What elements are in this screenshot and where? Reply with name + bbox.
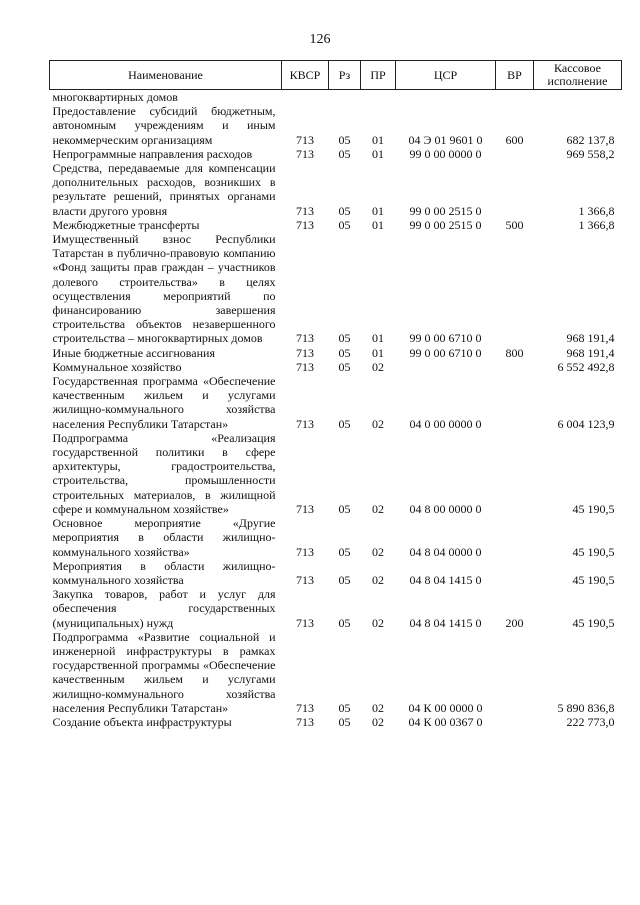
cell-kvsr: 713	[296, 345, 314, 360]
cell-pr: 02	[372, 501, 384, 516]
cell-name: Подпрограмма «Реализация государственной политики в сфере архитектуры, градостроительства, строительства, промышленности строительных материалов, в жилищной сфере и коммунальном хозяйстве»	[52, 430, 276, 516]
header-execution: Кассовое исполнение	[534, 61, 622, 90]
table-row	[50, 559, 622, 587]
cell-pr: 02	[372, 615, 384, 630]
cell-csr: 04 8 04 1415 0	[409, 572, 482, 587]
cell-kvsr: 713	[296, 203, 314, 218]
table-row	[50, 161, 622, 218]
cell-vr	[496, 516, 534, 559]
table-row	[50, 360, 622, 374]
cell-rz: 05	[338, 615, 351, 630]
cell-amount	[534, 90, 622, 105]
table-row	[50, 104, 622, 147]
cell-csr	[396, 360, 496, 374]
cell-rz: 05	[338, 572, 351, 587]
cell-kvsr: 713	[296, 132, 314, 147]
cell-amount: 1 366,8	[578, 203, 615, 218]
cell-csr: 04 8 04 0000 0	[409, 544, 482, 559]
cell-kvsr: 713	[296, 331, 314, 346]
cell-pr: 02	[372, 714, 384, 729]
table-body	[50, 90, 622, 730]
table-row	[50, 431, 622, 516]
cell-rz: 05	[338, 146, 351, 161]
cell-rz: 05	[338, 203, 351, 218]
cell-vr	[496, 715, 534, 729]
cell-vr	[496, 431, 534, 516]
cell-name: Коммунальное хозяйство	[52, 359, 182, 374]
cell-csr: 04 Э 01 9601 0	[408, 132, 483, 147]
cell-rz: 05	[338, 217, 351, 232]
cell-rz: 05	[338, 501, 351, 516]
table-row	[50, 218, 622, 232]
table-row	[50, 587, 622, 630]
cell-name: Закупка товаров, работ и услуг для обеспечения государственных (муниципальных) нужд	[52, 587, 276, 630]
cell-rz: 05	[338, 345, 351, 360]
cell-name: Иные бюджетные ассигнования	[52, 345, 215, 360]
cell-csr: 99 0 00 6710 0	[409, 345, 482, 360]
cell-amount: 45 190,5	[572, 501, 615, 516]
cell-kvsr: 713	[296, 572, 314, 587]
cell-vr	[496, 147, 534, 161]
cell-name: Имущественный взнос Республики Татарстан в публично-правовую компанию «Фонд защиты прав граждан – участников долевого строительства» в целях осуществления мероприятий по финансированию завершения строительства объектов незавершенного строительства – многоквартирных домов	[52, 232, 276, 346]
cell-csr: 04 К 00 0000 0	[408, 700, 483, 715]
cell-name: Создание объекта инфраструктуры	[52, 714, 232, 729]
cell-name: Мероприятия в области жилищно-коммунального хозяйства	[52, 558, 276, 587]
cell-csr: 99 0 00 0000 0	[409, 146, 482, 161]
cell-pr: 01	[372, 203, 384, 218]
cell-amount: 45 190,5	[572, 615, 615, 630]
cell-vr	[496, 360, 534, 374]
cell-kvsr: 713	[296, 501, 314, 516]
table-row	[50, 90, 622, 105]
cell-pr: 01	[372, 331, 384, 346]
cell-rz	[329, 90, 361, 105]
cell-rz: 05	[338, 700, 351, 715]
cell-pr: 02	[372, 416, 384, 431]
cell-rz: 05	[338, 331, 351, 346]
cell-name: Непрограммные направления расходов	[52, 146, 253, 161]
cell-kvsr: 713	[296, 714, 314, 729]
cell-amount: 222 773,0	[566, 714, 615, 729]
cell-pr: 01	[372, 345, 384, 360]
cell-name: Межбюджетные трансферты	[52, 217, 200, 232]
cell-name: многоквартирных домов	[52, 90, 178, 104]
cell-name: Государственная программа «Обеспечение качественным жильем и услугами жилищно-коммунального хозяйства населения Республики Татарстан»	[52, 374, 276, 431]
cell-amount: 682 137,8	[566, 132, 615, 147]
header-vr: ВР	[496, 61, 534, 90]
header-kvsr: КВСР	[282, 61, 329, 90]
cell-name: Основное мероприятие «Другие мероприятия в области жилищно-коммунального хозяйства»	[52, 516, 276, 559]
table-header	[50, 61, 622, 90]
cell-vr	[496, 232, 534, 346]
cell-amount: 6 004 123,9	[557, 416, 615, 431]
cell-csr: 99 0 00 6710 0	[409, 331, 482, 346]
cell-amount: 45 190,5	[572, 572, 615, 587]
table-row	[50, 715, 622, 729]
cell-vr: 500	[505, 217, 524, 232]
cell-vr	[496, 161, 534, 218]
budget-table	[49, 60, 622, 729]
cell-pr: 01	[372, 146, 384, 161]
cell-pr: 02	[372, 544, 384, 559]
cell-kvsr: 713	[296, 217, 314, 232]
cell-vr	[496, 630, 534, 715]
cell-amount: 45 190,5	[572, 544, 615, 559]
cell-amount: 5 890 836,8	[557, 700, 615, 715]
cell-csr: 99 0 00 2515 0	[409, 203, 482, 218]
cell-pr: 02	[372, 359, 384, 374]
cell-vr: 600	[505, 132, 524, 147]
cell-rz: 05	[338, 359, 351, 374]
cell-csr: 99 0 00 2515 0	[409, 217, 482, 232]
cell-kvsr	[282, 90, 329, 105]
header-rz: Рз	[329, 61, 361, 90]
cell-amount: 968 191,4	[566, 331, 615, 346]
page-number: 126	[309, 32, 331, 47]
table-row	[50, 630, 622, 715]
cell-rz: 05	[338, 714, 351, 729]
cell-pr	[361, 90, 396, 105]
cell-amount: 1 366,8	[578, 217, 615, 232]
cell-vr: 200	[505, 615, 524, 630]
cell-csr: 04 8 00 0000 0	[409, 501, 482, 516]
cell-pr: 02	[372, 572, 384, 587]
cell-vr: 800	[505, 345, 524, 360]
cell-kvsr: 713	[296, 359, 314, 374]
cell-csr: 04 8 04 1415 0	[409, 615, 482, 630]
cell-csr	[396, 90, 496, 105]
cell-kvsr: 713	[296, 416, 314, 431]
cell-pr: 01	[372, 132, 384, 147]
header-pr: ПР	[361, 61, 396, 90]
header-row	[50, 61, 622, 90]
header-csr: ЦСР	[396, 61, 496, 90]
cell-name: Подпрограмма «Развитие социальной и инженерной инфраструктуры в рамках государственной программы «Обеспечение качественным жильем и услугами жилищно-коммунального хозяйства населения Республики Татарстан»	[52, 629, 276, 715]
cell-kvsr: 713	[296, 615, 314, 630]
cell-kvsr: 713	[296, 544, 314, 559]
cell-vr	[496, 374, 534, 431]
cell-rz: 05	[338, 132, 351, 147]
table-row	[50, 374, 622, 431]
table-row	[50, 346, 622, 360]
cell-pr: 01	[372, 217, 384, 232]
cell-name: Предоставление субсидий бюджетным, автономным учреждениям и иным некоммерческим организациям	[52, 104, 276, 147]
cell-kvsr: 713	[296, 700, 314, 715]
cell-amount: 6 552 492,8	[557, 359, 615, 374]
table-row	[50, 232, 622, 346]
cell-kvsr: 713	[296, 146, 314, 161]
cell-pr: 02	[372, 700, 384, 715]
cell-vr	[496, 90, 534, 105]
cell-amount: 969 558,2	[566, 146, 615, 161]
cell-csr: 04 0 00 0000 0	[409, 416, 482, 431]
cell-vr	[496, 559, 534, 587]
cell-rz: 05	[338, 416, 351, 431]
header-name: Наименование	[50, 61, 282, 90]
cell-csr: 04 К 00 0367 0	[408, 714, 483, 729]
cell-amount: 968 191,4	[566, 345, 615, 360]
table-row	[50, 147, 622, 161]
cell-name: Средства, передаваемые для компенсации дополнительных расходов, возникших в результате решений, принятых органами власти другого уровня	[52, 161, 276, 218]
table-row	[50, 516, 622, 559]
cell-rz: 05	[338, 544, 351, 559]
